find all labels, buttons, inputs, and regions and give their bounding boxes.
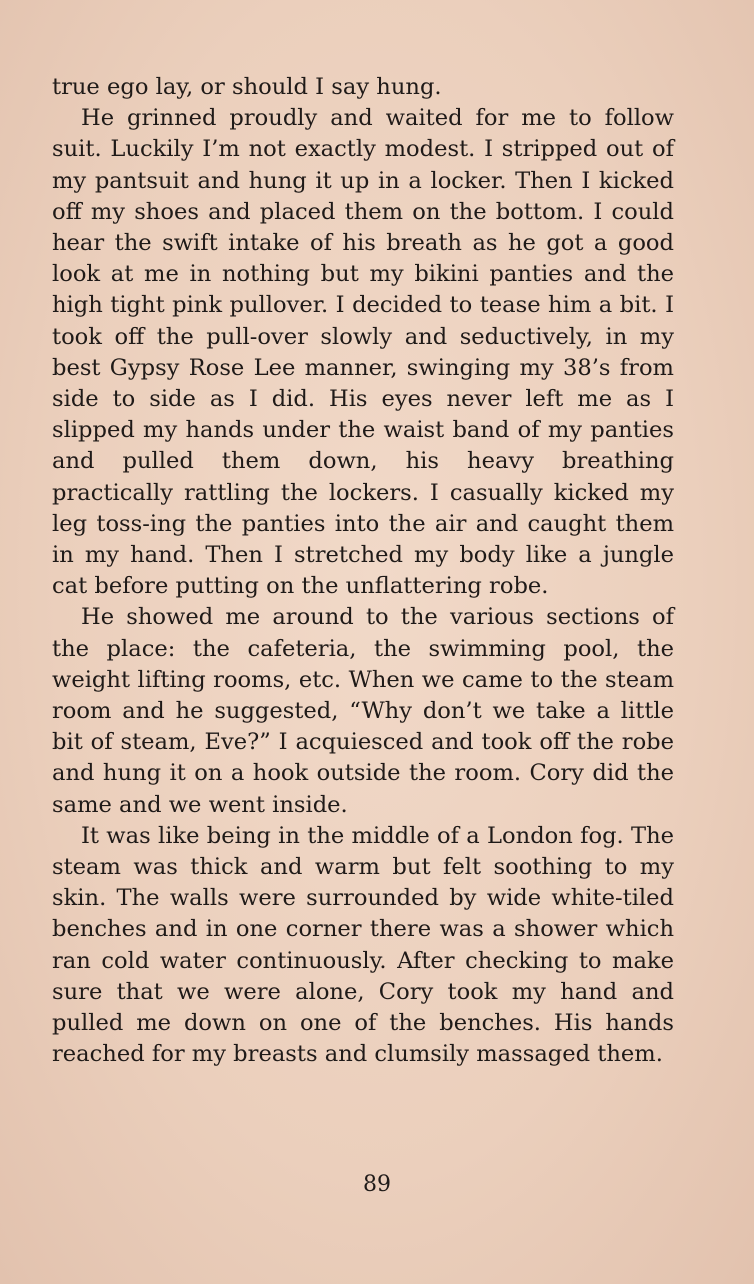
paragraph-1: true ego lay, or should I say hung. (52, 74, 442, 100)
paragraph-2: He grinned proudly and waited for me to follow suit. Luckily I’m not exactly modest. I stripped out of my pantsuit and hung it up in a locker. Then I kicked off my shoes and placed them on the bottom. I could hear the swift intake of his breath as he got a good look at me in nothing but my bikini panties and the high tight pink pullover. I decided to tease him a bit. I took off the pull-over slowly and seductively, in my best Gypsy Rose Lee manner, swinging my 38’s from side to side as I did. His eyes never left me as I slipped my hands under the waist band of my panties and pulled them down, his heavy breathing practically rattling the lockers. I casually kicked my leg toss-ing the panties into the air and caught them in my hand. Then I stretched my body like a jungle cat before putting on the unflattering robe. (52, 105, 674, 600)
page-number: 89 (363, 1172, 391, 1197)
paragraph-3: He showed me around to the various sections of the place: the cafeteria, the swimming pool, the weight lifting rooms, etc. When we came to the steam room and he suggested, “Why don’t we take a little bit of steam, Eve?” I acquiesced and took off the robe and hung it on a hook outside the room. Cory did the same and we went inside. (52, 604, 674, 818)
body-text (52, 72, 674, 1071)
paragraph-4: It was like being in the middle of a London fog. The steam was thick and warm but felt soothing to my skin. The walls were surrounded by wide white-tiled benches and in one corner there was a shower which ran cold water continuously. After checking to make sure that we were alone, Cory took my hand and pulled me down on one of the benches. His hands reached for my breasts and clumsily massaged them. (52, 822, 674, 1068)
